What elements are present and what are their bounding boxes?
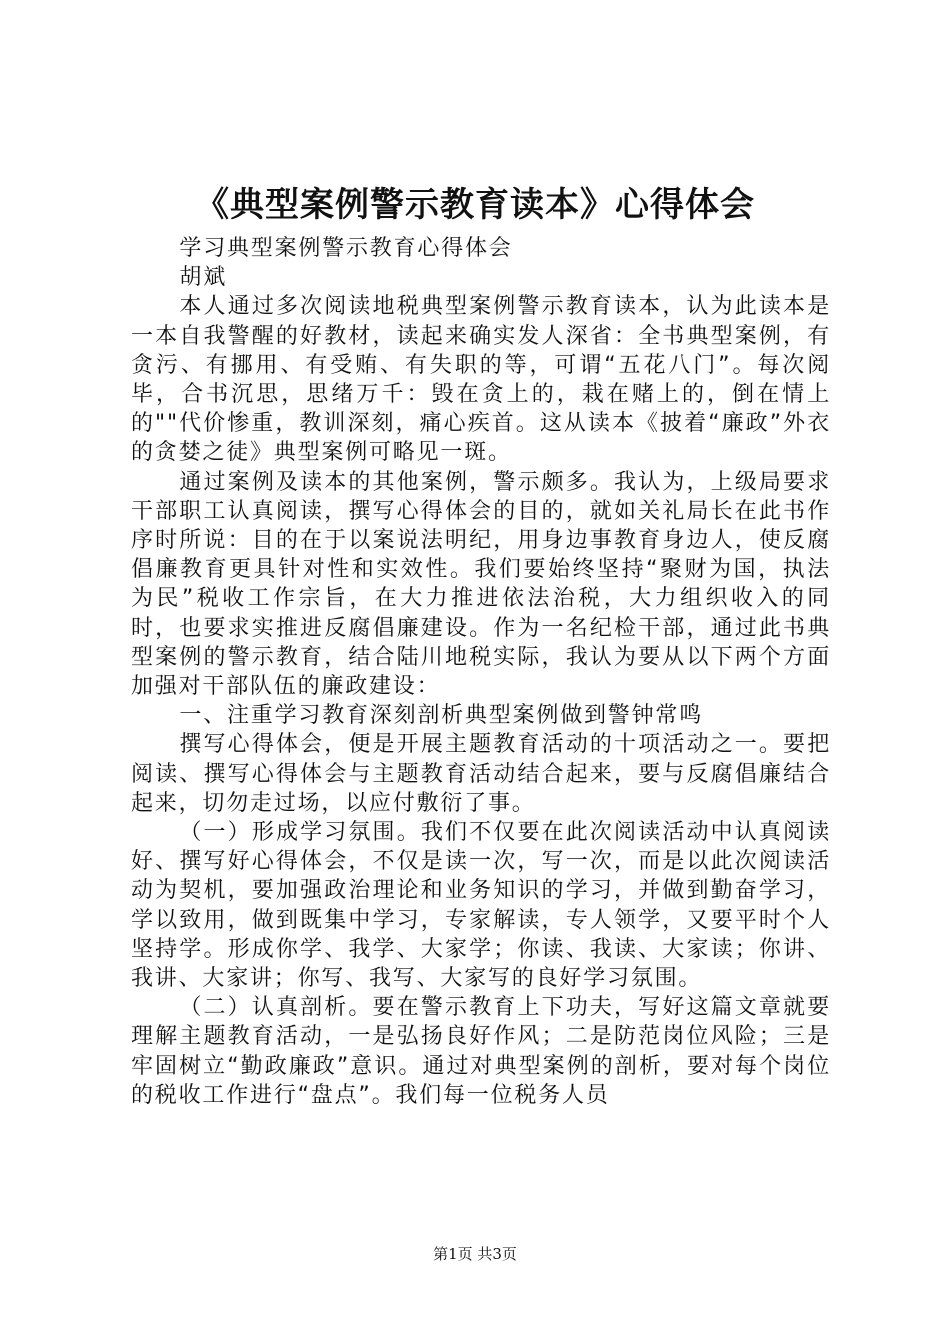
paragraph: （二）认真剖析。要在警示教育上下功夫，写好这篇文章就要理解主题教育活动，一是弘扬良好作风；二是防范岗位风险；三是牢固树立“勤政廉政”意识。通过对典型案例的剖析，要对每个岗位的税收工作进行“盘点”。我们每一位税务人员 — [131, 995, 831, 1108]
page-footer — [0, 1244, 950, 1264]
author: 胡斌 — [179, 265, 227, 291]
paragraph: （一）形成学习氛围。我们不仅要在此次阅读活动中认真阅读好、撰写好心得体会，不仅是读一次，写一次，而是以此次阅读活动为契机，要加强政治理论和业务知识的学习，并做到勤奋学习，学以致用，做到既集中学习，专家解读，专人领学，又要平时个人坚持学。形成你学、我学、大家学；你读、我读、大家读；你讲、我讲、大家讲；你写、我写、大家写的良好学习氛围。 — [131, 820, 831, 992]
subtitle: 学习典型案例警示教育心得体会 — [179, 236, 513, 261]
page-number: 第1页 共3页 — [433, 1245, 517, 1263]
document-body — [131, 234, 831, 1110]
document-title: 《典型案例警示教育读本》心得体会 — [195, 185, 755, 225]
paragraph: 通过案例及读本的其他案例，警示颇多。我认为，上级局要求干部职工认真阅读，撰写心得体会的目的，就如关礼局长在此书作序时所说：目的在于以案说法明纪，用身边事教育身边人，使反腐倡廉教育更具针对性和实效性。我们要始终坚持“聚财为国，执法为民”税收工作宗旨，在大力推进依法治税，大力组织收入的同时，也要求实推进反腐倡廉建设。作为一名纪检干部，通过此书典型案例的警示教育，结合陆川地税实际，我认为要从以下两个方面加强对干部队伍的廉政建设： — [131, 469, 831, 700]
section-heading: 一、注重学习教育深刻剖析典型案例做到警钟常鸣 — [179, 703, 703, 729]
paragraph: 本人通过多次阅读地税典型案例警示教育读本，认为此读本是一本自我警醒的好教材，读起来确实发人深省：全书典型案例，有贪污、有挪用、有受贿、有失职的等，可谓“五花八门”。每次阅毕，合书沉思，思绪万千：毁在贪上的，栽在赌上的，倒在情上的""代价惨重，教训深刻，痛心疾首。这从读本《披着“廉政”外衣的贪婪之徒》典型案例可略见一斑。 — [131, 294, 831, 466]
paragraph: 撰写心得体会，便是开展主题教育活动的十项活动之一。要把阅读、撰写心得体会与主题教育活动结合起来，要与反腐倡廉结合起来，切勿走过场，以应付敷衍了事。 — [131, 732, 831, 816]
